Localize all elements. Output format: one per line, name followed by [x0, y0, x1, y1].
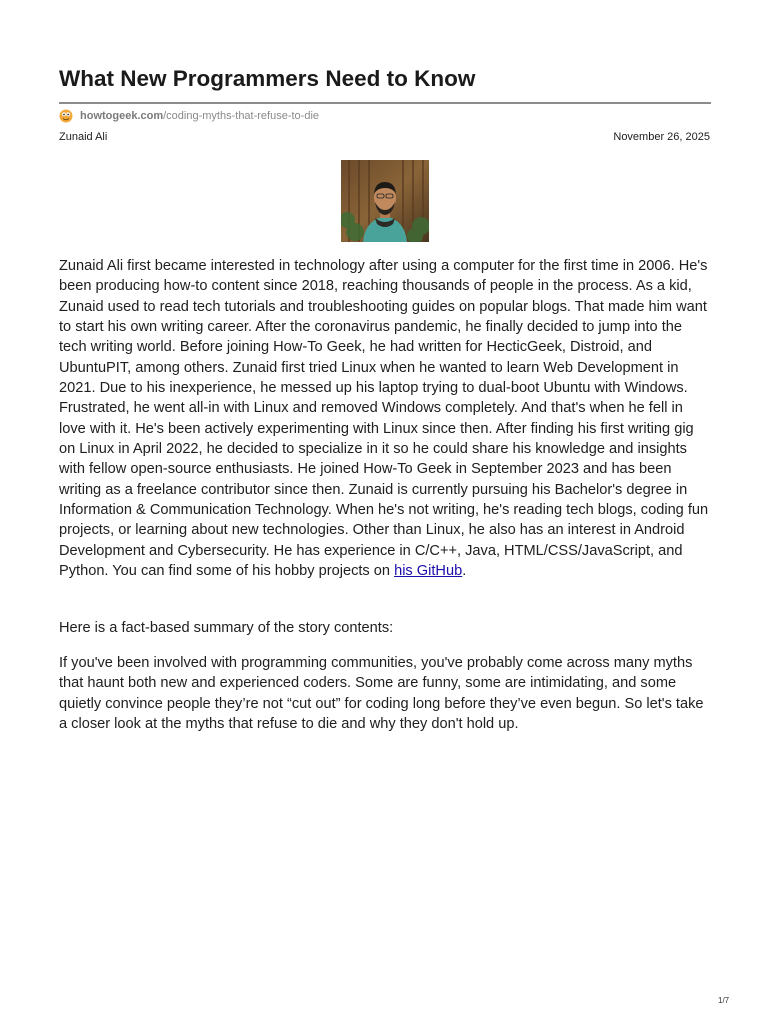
author-photo [341, 160, 429, 242]
source-domain[interactable]: howtogeek.com [80, 110, 164, 122]
source-path[interactable]: /coding-myths-that-refuse-to-die [163, 110, 320, 122]
github-link[interactable]: his GitHub [394, 563, 463, 580]
publish-date: November 26, 2025 [613, 131, 710, 143]
howtogeek-favicon-icon [59, 109, 73, 123]
bio-text: Zunaid Ali first became interested in technology after using a computer for the first time in 2006. He's been producing how-to content since 2018, reaching thousands of people in the process. As a kid, Zunaid used to read tech tutorials and troubleshooting guides on popular blogs. That made him want to start his own writing career. After the coronavirus pandemic, he finally decided to jump into the tech writing world. Before joining How-To Geek, he had written for HecticGeek, Distroid, and UbuntuPIT, among others. Zunaid first tried Linux when he wanted to learn Web Development in 2021. Due to his inexperience, he messed up his laptop trying to dual-boot Ubuntu with Windows. Frustrated, he went all-in with Linux and removed Windows completely. And that's when he fell in love with it. He's been actively experimenting with Linux since then. After finding his first writing gig on Linux in April 2022, he decided to specialize in it so he could share his knowledge and insights with fellow open-source enthusiasts. He joined How-To Geek in September 2023 and has been writing as a freelance contributor since then. Zunaid is currently pursuing his Bachelor's degree in Information & Communication Technology. When he's not writing, he's reading tech blogs, coding fun projects, or learning about new technologies. Other than Linux, he also has an interest in Android Development and Cybersecurity. He has experience in C/C++, Java, HTML/CSS/JavaScript, and Python. You can find some of his hobby projects on [59, 258, 709, 580]
source-line [59, 108, 319, 124]
story-paragraph: If you've been involved with programming communities, you've probably come across many myths that haunt both new and experienced coders. Some are funny, some are intimidating, and some quietly convince people they’re not “cut out” for coding long before they’ve even begun. So let's take a closer look at the myths that refuse to die and why they don't hold up. [59, 655, 704, 733]
page-title: What New Programmers Need to Know [59, 66, 476, 91]
summary-intro: Here is a fact-based summary of the story contents: [59, 620, 394, 636]
author-bio [59, 256, 711, 582]
author-name: Zunaid Ali [59, 131, 108, 143]
title-divider [59, 102, 711, 104]
page-number: 1/7 [718, 996, 730, 1005]
bio-suffix: . [462, 563, 467, 580]
